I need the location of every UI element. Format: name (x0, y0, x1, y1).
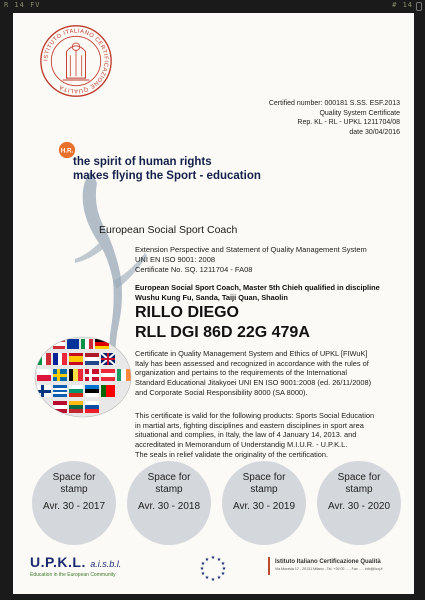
slogan (73, 155, 261, 183)
svg-text:★: ★ (216, 575, 222, 581)
validity-line-1: This certificate is valid for the following products: Sports Social Education (135, 411, 375, 420)
assessment-line-5: and Corporate Social Responsibility 8000 (SA 8000). (135, 387, 308, 397)
upkl-subtitle: Education in the European Community (30, 572, 116, 578)
stamp-space (32, 461, 116, 545)
svg-text:★: ★ (199, 566, 205, 572)
stamp-label: Space for (242, 472, 286, 483)
certificate-title: European Social Sport Coach (99, 224, 238, 236)
validity-line-3: situational and complies, in Italy, the law of 4 January 14, 2013. and (135, 430, 357, 440)
stamp-space (127, 461, 211, 545)
stamp-label: stamp (155, 484, 183, 495)
stamp-space (317, 461, 401, 545)
extension-block (135, 245, 367, 274)
upkl-suffix: a.i.s.b.l. (90, 559, 122, 569)
upkl-logo (30, 554, 121, 570)
qualification-line-1: European Social Sport Coach, Master 5th Chieh qualified in discipline (135, 283, 380, 292)
hr-logo-text: H.R. (60, 147, 74, 155)
validity-line-2: in martial arts, fighting disciplines and eastern disciplines in sport area (135, 420, 364, 430)
svg-text:★: ★ (204, 557, 210, 563)
extension-line-1: Extension Perspective and Statement of Quality Management System (135, 245, 367, 254)
certificate-page (13, 13, 414, 594)
stamp-date: Avr. 30 - 2017 (42, 501, 106, 512)
extension-line-3: Certificate No. SQ. 1211704 - FA08 (135, 264, 253, 274)
seal-icon (38, 23, 114, 99)
cert-number: Certified number: 000181 S.SS. ESF.2013 (268, 100, 400, 107)
frame-top-right-text: # 14 (392, 1, 413, 9)
stamp-space (222, 461, 306, 545)
holder-code: RLL DGI 86D 22G 479A (135, 324, 310, 341)
assessment-line-1: Certificate in Quality Management System and Ethics of UPKL [FIWuK] (135, 349, 368, 358)
stamp-label: stamp (345, 484, 373, 495)
qualification-block (135, 283, 380, 302)
qualification-line-2: Wushu Kung Fu, Sanda, Taiji Quan, Shaolin (135, 292, 288, 302)
upkl-name: U.P.K.L. (30, 554, 86, 570)
iicq-title: Istituto Italiano Certificazione Qualità (275, 559, 381, 565)
svg-text:★: ★ (220, 571, 226, 577)
stamp-label: Space for (337, 472, 381, 483)
cert-rep: Rep. KL - RL - UPKL 1211704/08 (297, 119, 400, 126)
assessment-paragraph (135, 349, 371, 398)
validity-paragraph (135, 411, 374, 460)
stamp-label: Space for (52, 472, 96, 483)
seal-text: ISTITUTO ITALIANO CERTIFICAZIONE QUALITÀ (43, 28, 109, 94)
svg-text:★: ★ (200, 571, 206, 577)
stamp-date: Avr. 30 - 2020 (327, 501, 391, 512)
extension-line-2: UNI EN ISO 9001: 2008 (135, 254, 216, 264)
stamp-date: Avr. 30 - 2019 (232, 501, 296, 512)
svg-text:★: ★ (221, 566, 227, 572)
stamp-label: Space for (147, 472, 191, 483)
frame-corner-mark (416, 2, 422, 11)
cert-type: Quality System Certificate (319, 109, 400, 117)
svg-text:★: ★ (216, 557, 222, 563)
assessment-line-4: Standard Educational Jitakyoei UNI EN ISO 9001:2008 (ed. 26/11/2008) (135, 378, 372, 388)
holder-name: RILLO DIEGO (135, 304, 239, 321)
frame-top-left-text: R 14 FV (4, 1, 41, 9)
slogan-line-1: the spirit of human rights (73, 156, 212, 168)
validity-line-5: The seals in relief validate the originality of the certification. (135, 449, 329, 459)
svg-text:★: ★ (200, 561, 206, 567)
flags-globe-icon (33, 331, 133, 419)
eu-stars-icon (198, 553, 228, 583)
certificate-info (269, 99, 400, 137)
iicq-logo-bar (268, 557, 270, 575)
stamp-label: stamp (60, 484, 88, 495)
svg-text:★: ★ (204, 575, 210, 581)
validity-line-4: accreditated in Memorandum of Understandig M.I.U.R. - U.P.K.L. (135, 440, 348, 450)
cert-date: date 30/04/2016 (349, 128, 400, 136)
assessment-line-2: Italy has been assessed and recognized in accordance with the rules of (135, 358, 369, 368)
stamp-date: Avr. 30 - 2018 (137, 501, 201, 512)
iicq-address: Via Moravia 17 - 20131 Milano - Tel. +39 02 ... - Fax ... - info@iicq.it (275, 567, 383, 571)
svg-text:★: ★ (220, 561, 226, 567)
stamp-spaces (32, 461, 402, 545)
stamp-label: stamp (250, 484, 278, 495)
svg-text:★: ★ (210, 577, 216, 583)
assessment-line-3: organization and pertains to the requirements of the International (135, 368, 348, 378)
slogan-line-2: makes flying the Sport - education (73, 170, 261, 182)
svg-text:★: ★ (210, 555, 216, 561)
